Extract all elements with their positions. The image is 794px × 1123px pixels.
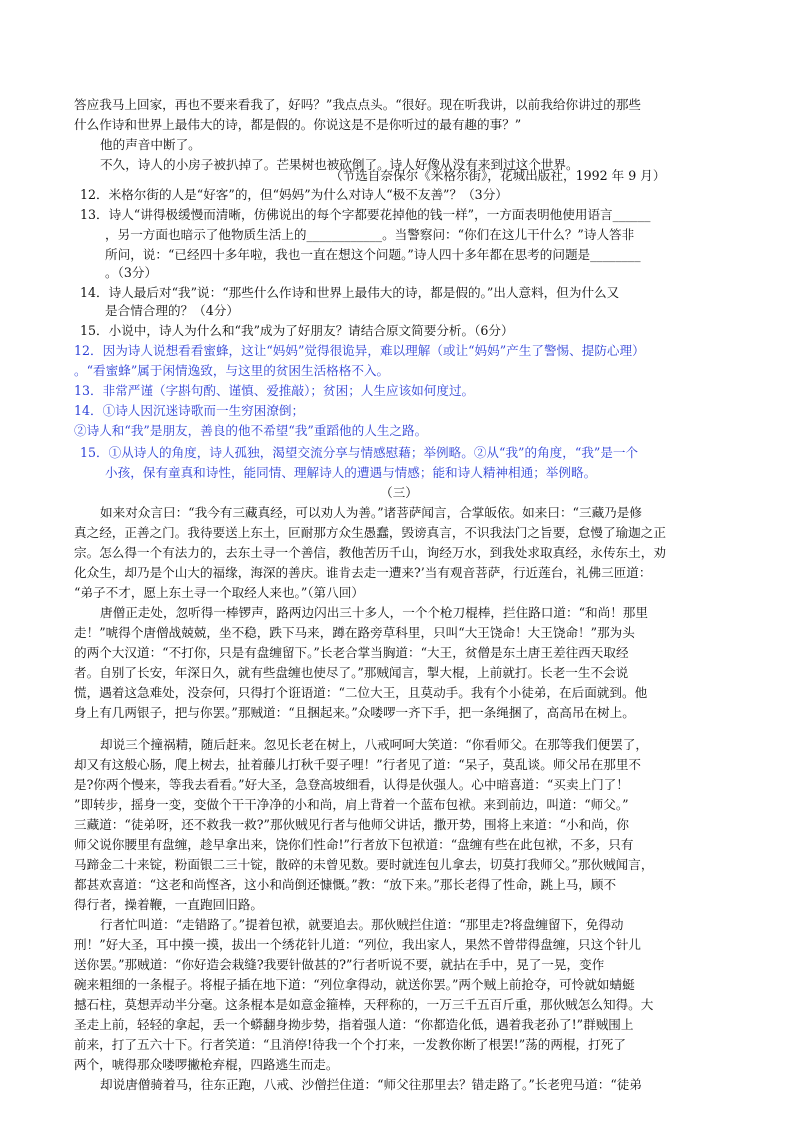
question-14: 14．诗人最后对“我”说：“那些什么作诗和世界上最伟大的诗，都是假的。”出人意料，但为什么又: [80, 285, 620, 300]
question-14-cont: 是合情合理的？（4分）: [105, 303, 239, 318]
answer-15-cont: 小孩，保有童真和诗性，能同情、理解诗人的遭遇与情感；能和诗人精神相通；举例略。: [105, 465, 597, 480]
text-line: 却说唐僧骑着马，往东正跑，八戒、沙僧拦住道：“师父往那里去？错走路了。”长老兜马道：“徒弟: [100, 1077, 642, 1092]
answer-12-cont: 。“看蜜蜂”属于闲情逸致，与这里的贫困生活格格不入。: [74, 363, 390, 378]
answer-13: 13．非常严谨（字斟句酌、谨慎、爱推敲）；贫困；人生应该如何度过。: [74, 383, 475, 398]
text-line: 什么作诗和世界上最伟大的诗，都是假的。你说这是不是你听过的最有趣的事？”: [74, 117, 522, 132]
text-line: 走！”唬得个唐僧战兢兢，坐不稳，跌下马来，蹲在路旁草科里，只叫“大王饶命！大王饶命！”那为头: [74, 625, 635, 640]
text-line: 碗来粗细的一条棍子。将棍子插在地下道：“列位拿得动，就送你罢。”两个贼上前抢夺，可怜就如蜻蜓: [74, 977, 635, 992]
answer-12: 12．因为诗人说想看看蜜蜂，这让“妈妈”觉得很诡异，难以理解（或让“妈妈”产生了警惕、提防心理）: [74, 343, 645, 358]
text-line: 唐僧正走处，忽听得一棒锣声，路两边闪出三十多人，一个个枪刀棍棒，拦住路口道：“和尚！那里: [100, 605, 648, 620]
text-line: 撼石柱，莫想弄动半分毫。这条棍本是如意金箍棒，天秤称的，一万三千五百斤重，那伙贼怎么知得。大: [74, 997, 654, 1012]
text-line: 真之经，正善之门。我待要送上东土，叵耐那方众生愚蠢，毁谤真言，不识我法门之旨要，怠慢了瑜迦之正: [74, 525, 666, 540]
text-line: 是?你两个慢来，等我去看看。”好大圣，急登高坡细看，认得是伙强人。心中暗喜道：“买卖上门了！: [74, 777, 629, 792]
text-line: 的两个大汉道：“不打你，只是有盘缠留下。”长老合掌当胸道：“大王，贫僧是东土唐王差往西天取经: [74, 645, 629, 660]
text-line: 宗。怎么得一个有法力的，去东土寻一个善信，教他苦历千山，询经万水，到我处求取真经，永传东土，劝: [74, 545, 666, 560]
text-line: 不久，诗人的小房子被扒掉了。芒果树也被砍倒了。诗人好像从没有来到过这个世界。: [100, 157, 579, 172]
text-line: 慌，遇着这急难处，没奈何，只得打个诳语道：“二位大王，且莫动手。我有个小徒弟，在后面就到。他: [74, 685, 648, 700]
text-line: “弟子不才，愿上东土寻一个取经人来也。”（第八回）: [74, 585, 364, 600]
text-line: 者。自别了长安，年深日久，就有些盘缠也使尽了。”那贼闻言，掣大棍，上前就打。长老一生不会说: [74, 665, 629, 680]
text-line: 得行者，操着鞭，一直跑回旧路。: [74, 897, 263, 912]
text-line: 马蹄金二十来锭，粉面银二三十锭，散碎的未曾见数。要时就连包儿拿去，切莫打我师父。”那伙贼闻言，: [74, 857, 654, 872]
text-line: 行者忙叫道：“走错路了。”提着包袱，就要追去。那伙贼拦住道：“那里走?将盘缠留下，免得动: [100, 917, 624, 932]
text-line: 前来，打了五六十下。行者笑道：“且消停!待我一个个打来，一发教你断了根罢!”荡的两棍，打死了: [74, 1037, 626, 1052]
question-13-cont: ，另一方面也暗示了他物质生活上的____________。当警察问：“你们在这儿干什么？”诗人答非: [105, 227, 635, 242]
text-line: 他的声音中断了。: [100, 137, 201, 152]
answer-15: 15．①从诗人的角度，诗人孤独，渴望交流分享与情感慰藉；举例略。②从“我”的角度，“我”是一个: [80, 445, 639, 460]
text-line: 三藏道：“徒弟呀，还不救我一救?”那伙贼见行者与他师父讲话，撒开势，围将上来道：“小和尚，你: [74, 817, 630, 832]
question-13: 13．诗人“讲得极缓慢而清晰，仿佛说出的每个字都要花掉他的钱一样”，一方面表明他使用语言______: [80, 207, 651, 222]
answer-14: 14．①诗人因沉迷诗歌而一生穷困潦倒；: [74, 403, 305, 418]
text-line: 却说三个撞祸精，随后赶来。忽见长老在树上，八戒呵呵大笑道：“你看师父。在那等我们便罢了，: [100, 737, 648, 752]
text-line: 却又有这般心肠，爬上树去，扯着藤儿打秋千耍子哩！”行者见了道：“呆子，莫乱谈。师父吊在那里不: [74, 757, 642, 772]
text-line: 身上有几两银子，把与你罢。”那贼道：“且捆起来。”众喽啰一齐下手，把一条绳捆了，高高吊在树上。: [74, 705, 635, 720]
text-line: 都甚欢喜道：“这老和尚悭吝，这小和尚倒还慷慨。”教：“放下来。”那长老得了性命，跳上马，顾不: [74, 877, 617, 892]
question-15: 15．小说中，诗人为什么和“我”成为了好朋友？请结合原文简要分析。（6分）: [80, 323, 514, 338]
text-line: 圣走上前，轻轻的拿起，丢一个蟒翻身拗步势，指着强人道：“你都造化低，遇着我老孙了!”群贼围上: [74, 1017, 634, 1032]
question-13-cont: 所问，说：“已经四十多年啦，我也一直在想这个问题。”诗人四十多年都在思考的问题是________: [105, 247, 641, 262]
text-line: 刑！”好大圣，耳中摸一摸，拔出一个绣花针儿道：“列位，我出家人，果然不曾带得盘缠，只这个针儿: [74, 937, 642, 952]
text-line: ”即转步，摇身一变，变做个干干净净的小和尚，肩上背着一个蓝布包袱。来到前边，叫道：“师父。”: [74, 797, 629, 812]
section-heading: （三）: [380, 485, 418, 500]
text-line: 送你罢。”那贼道：“你好造会栽缝?我要针做甚的?”行者听说不要，就拈在手中，晃了一晃，变作: [74, 957, 605, 972]
text-line: 化众生，却乃是个山大的福缘，海深的善庆。谁肯去走一遭来?’当有观音菩萨，行近莲台，礼佛三匝道：: [74, 565, 652, 580]
source-citation: （节选自奈保尔《米格尔街》，花城出版社，1992 年 9 月）: [330, 168, 666, 183]
text-line: 答应我马上回家，再也不要来看我了，好吗？”我点点头。“很好。现在听我讲，以前我给你讲过的那些: [74, 97, 642, 112]
text-line: 师父说你腰里有盘缠，趁早拿出来，饶你们性命!”行者放下包袱道：“盘缠有些在此包袱，不多，只有: [74, 837, 634, 852]
question-12: 12．米格尔街的人是“好客”的，但“妈妈”为什么对诗人“极不友善”？（3分）: [80, 187, 508, 202]
answer-14-cont: ②诗人和“我”是朋友，善良的他不希望“我”重蹈他的人生之路。: [74, 423, 428, 438]
text-line: 两个，唬得那众喽啰撇枪弃棍，四路逃生而走。: [74, 1057, 339, 1072]
question-13-score: 。（3分）: [105, 265, 158, 280]
text-line: 如来对众言曰：“我今有三藏真经，可以劝人为善。”诸菩萨闻言，合掌皈依。如来曰：“三藏乃是修: [100, 505, 642, 520]
